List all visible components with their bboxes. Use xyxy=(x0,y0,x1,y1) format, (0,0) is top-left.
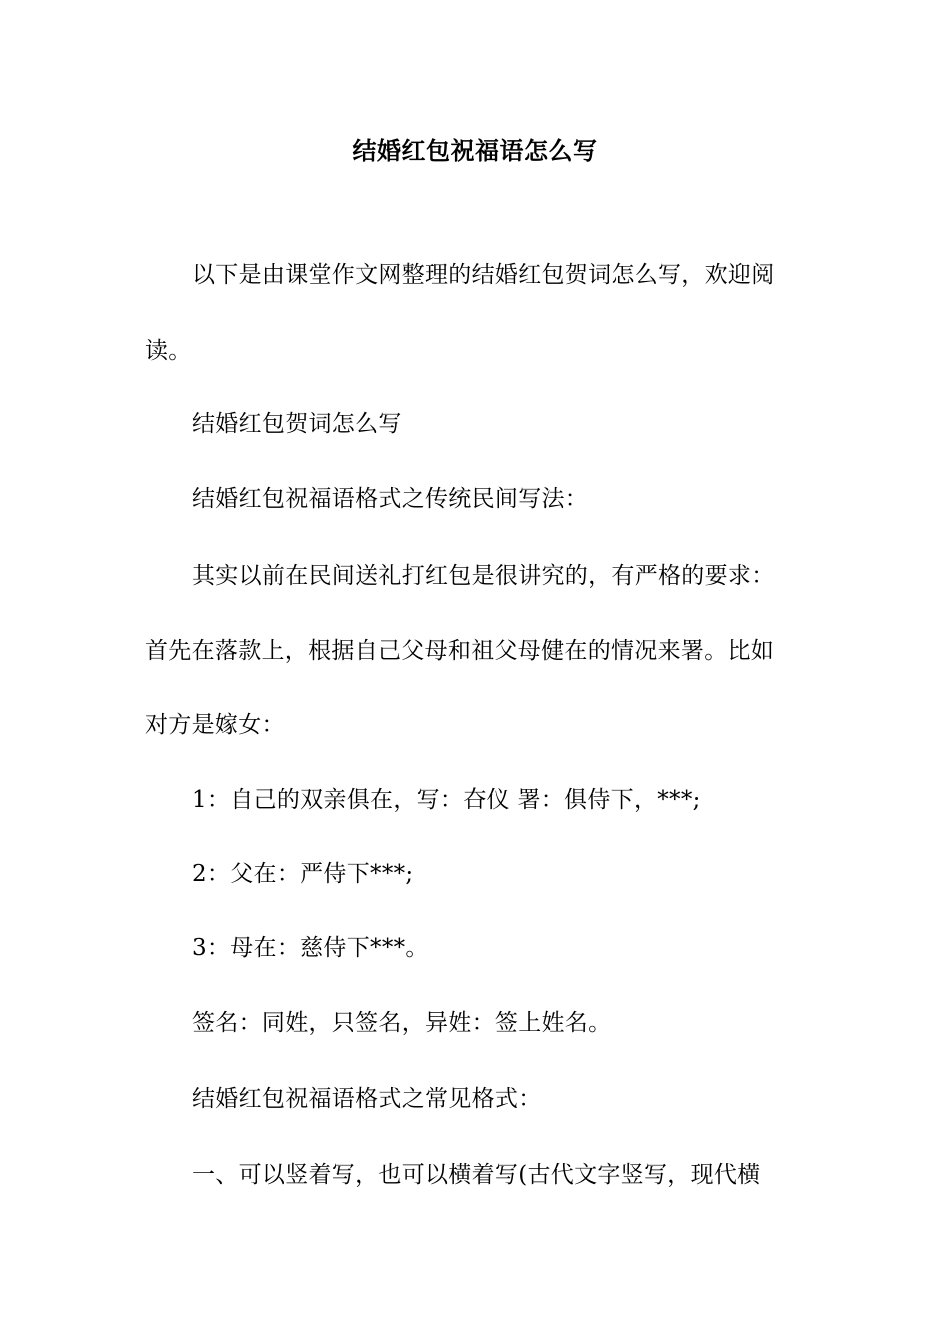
list-item-1: 1：自己的双亲俱在，写：夻仪 署：俱侍下，***; xyxy=(192,787,701,813)
section-heading-common-format: 结婚红包祝福语格式之常见格式： xyxy=(192,1086,542,1112)
section-heading-greeting: 结婚红包贺词怎么写 xyxy=(192,411,402,437)
list-item-3: 3：母在：慈侍下***。 xyxy=(192,935,429,961)
document-title: 结婚红包祝福语怎么写 xyxy=(352,136,598,165)
paragraph-traditional-line-1: 其实以前在民间送礼打红包是很讲究的，有严格的要求： xyxy=(192,563,775,589)
paragraph-traditional-line-2: 首先在落款上，根据自己父母和祖父母健在的情况来署。比如 xyxy=(145,638,775,664)
paragraph-format-line-1: 一、可以竖着写，也可以横着写(古代文字竖写，现代横 xyxy=(192,1162,761,1188)
paragraph-intro-line-1: 以下是由课堂作文网整理的结婚红包贺词怎么写，欢迎阅 xyxy=(192,262,775,288)
paragraph-intro-line-2: 读。 xyxy=(145,338,192,364)
section-heading-traditional: 结婚红包祝福语格式之传统民间写法： xyxy=(192,486,589,512)
list-item-2: 2：父在：严侍下***; xyxy=(192,861,414,887)
paragraph-traditional-line-3: 对方是嫁女： xyxy=(145,712,285,738)
paragraph-signature: 签名：同姓，只签名，异姓：签上姓名。 xyxy=(192,1010,612,1036)
